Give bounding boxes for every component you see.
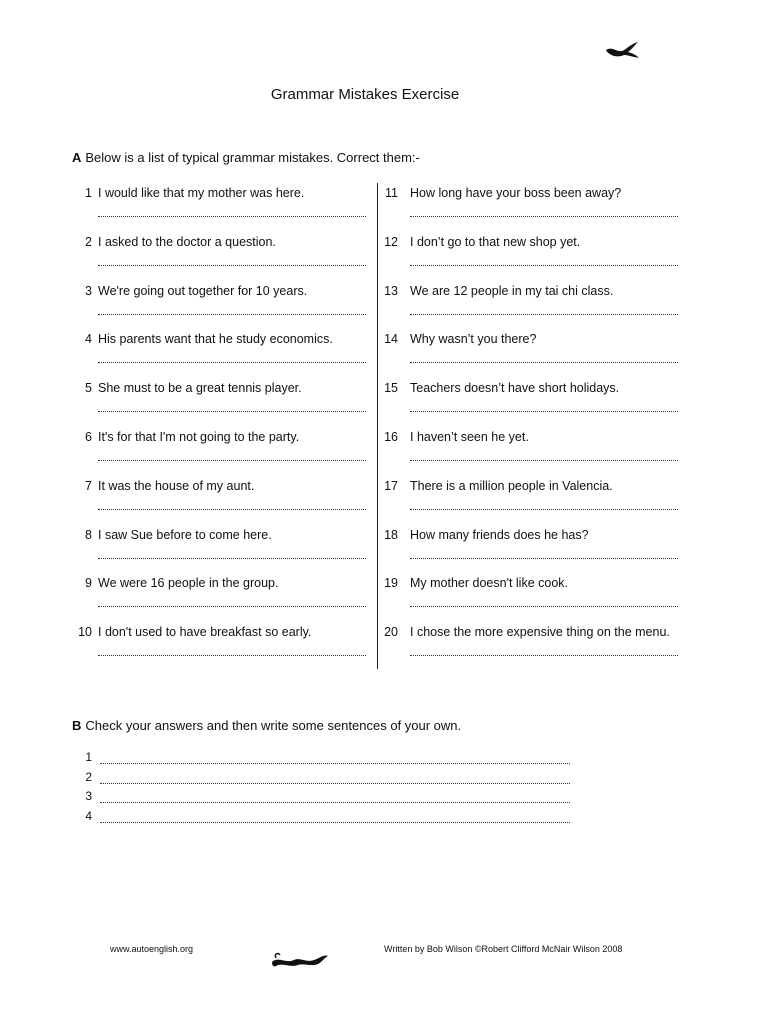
section-b-letter: B xyxy=(72,718,82,733)
answer-line[interactable] xyxy=(98,499,366,510)
answer-line[interactable] xyxy=(98,548,366,559)
item-number: 2 xyxy=(85,234,92,249)
item-number: 14 xyxy=(384,332,398,347)
writing-line[interactable] xyxy=(100,753,570,764)
item-number: 15 xyxy=(384,381,398,396)
answer-line[interactable] xyxy=(410,255,678,266)
item-sentence: His parents want that he study economics. xyxy=(98,332,333,347)
item-number: 16 xyxy=(384,430,398,444)
answer-line[interactable] xyxy=(98,304,366,315)
item-number: 12 xyxy=(384,234,398,249)
item-number: 18 xyxy=(384,527,398,542)
answer-line[interactable] xyxy=(410,548,678,559)
item-number: 7 xyxy=(85,478,92,493)
item-number: 9 xyxy=(85,576,92,591)
answer-line[interactable] xyxy=(98,255,366,266)
item-sentence: I asked to the doctor a question. xyxy=(98,234,276,249)
item-number: 11 xyxy=(385,186,398,200)
item-number: 17 xyxy=(384,478,398,493)
footer-website: www.autoenglish.org xyxy=(110,944,194,954)
answer-line[interactable] xyxy=(410,499,678,510)
item-sentence: I saw Sue before to come here. xyxy=(98,527,272,542)
item-number: 19 xyxy=(384,576,398,591)
section-a-heading xyxy=(72,150,420,165)
column-divider xyxy=(377,183,378,669)
item-sentence: It was the house of my aunt. xyxy=(98,478,255,493)
section-b-instruction: Check your answers and then write some sentences of your own. xyxy=(85,718,462,733)
line-number: 3 xyxy=(85,789,92,803)
answer-line[interactable] xyxy=(98,352,366,363)
answer-line[interactable] xyxy=(410,304,678,315)
item-number: 6 xyxy=(85,430,92,444)
answer-line[interactable] xyxy=(98,596,366,607)
writing-line[interactable] xyxy=(100,812,570,823)
item-number: 10 xyxy=(78,625,92,640)
item-sentence: How many friends does he has? xyxy=(410,527,589,542)
section-a-instruction: Below is a list of typical grammar mistakes. Correct them:- xyxy=(85,150,420,165)
line-number: 1 xyxy=(85,750,92,764)
item-number: 4 xyxy=(85,332,92,347)
item-sentence: I don't used to have breakfast so early. xyxy=(98,625,312,640)
page-title: Grammar Mistakes Exercise xyxy=(270,86,460,103)
line-number: 4 xyxy=(85,808,92,823)
answer-line[interactable] xyxy=(410,401,678,412)
item-sentence: I chose the more expensive thing on the menu. xyxy=(410,625,670,640)
answer-line[interactable] xyxy=(98,645,366,656)
writing-line[interactable] xyxy=(100,773,570,784)
answer-line[interactable] xyxy=(98,401,366,412)
item-sentence: How long have your boss been away? xyxy=(410,186,622,200)
item-sentence: Teachers doesn’t have short holidays. xyxy=(410,381,620,396)
item-sentence: I don’t go to that new shop yet. xyxy=(410,234,581,249)
answer-line[interactable] xyxy=(410,596,678,607)
item-number: 20 xyxy=(384,625,398,640)
item-sentence: We were 16 people in the group. xyxy=(98,576,279,591)
item-sentence: It's for that I'm not going to the party. xyxy=(98,430,300,444)
item-sentence: She must to be a great tennis player. xyxy=(98,381,302,396)
footer-credit: Written by Bob Wilson ©Robert Clifford McNair Wilson 2008 xyxy=(384,944,623,954)
writing-line[interactable] xyxy=(100,792,570,803)
bird-logo-icon xyxy=(604,40,642,62)
answer-line[interactable] xyxy=(410,352,678,363)
item-sentence: There is a million people in Valencia. xyxy=(410,478,613,493)
item-sentence: I haven’t seen he yet. xyxy=(410,430,529,444)
answer-line[interactable] xyxy=(410,450,678,461)
answer-line[interactable] xyxy=(410,206,678,217)
item-number: 5 xyxy=(85,381,92,396)
item-sentence: My mother doesn't like cook. xyxy=(410,576,569,591)
answer-line[interactable] xyxy=(98,206,366,217)
line-number: 2 xyxy=(85,769,92,784)
item-sentence: We are 12 people in my tai chi class. xyxy=(410,283,614,298)
answer-line[interactable] xyxy=(410,645,678,656)
item-sentence: We're going out together for 10 years. xyxy=(98,283,308,298)
scorpion-logo-icon xyxy=(268,950,332,970)
item-number: 3 xyxy=(85,283,92,298)
item-number: 8 xyxy=(85,527,92,542)
item-number: 13 xyxy=(384,283,398,298)
item-number: 1 xyxy=(85,186,92,200)
answer-line[interactable] xyxy=(98,450,366,461)
section-b-heading xyxy=(72,718,461,733)
item-sentence: Why wasn’t you there? xyxy=(410,332,537,347)
item-sentence: I would like that my mother was here. xyxy=(98,186,305,200)
section-a-letter: A xyxy=(72,150,82,165)
